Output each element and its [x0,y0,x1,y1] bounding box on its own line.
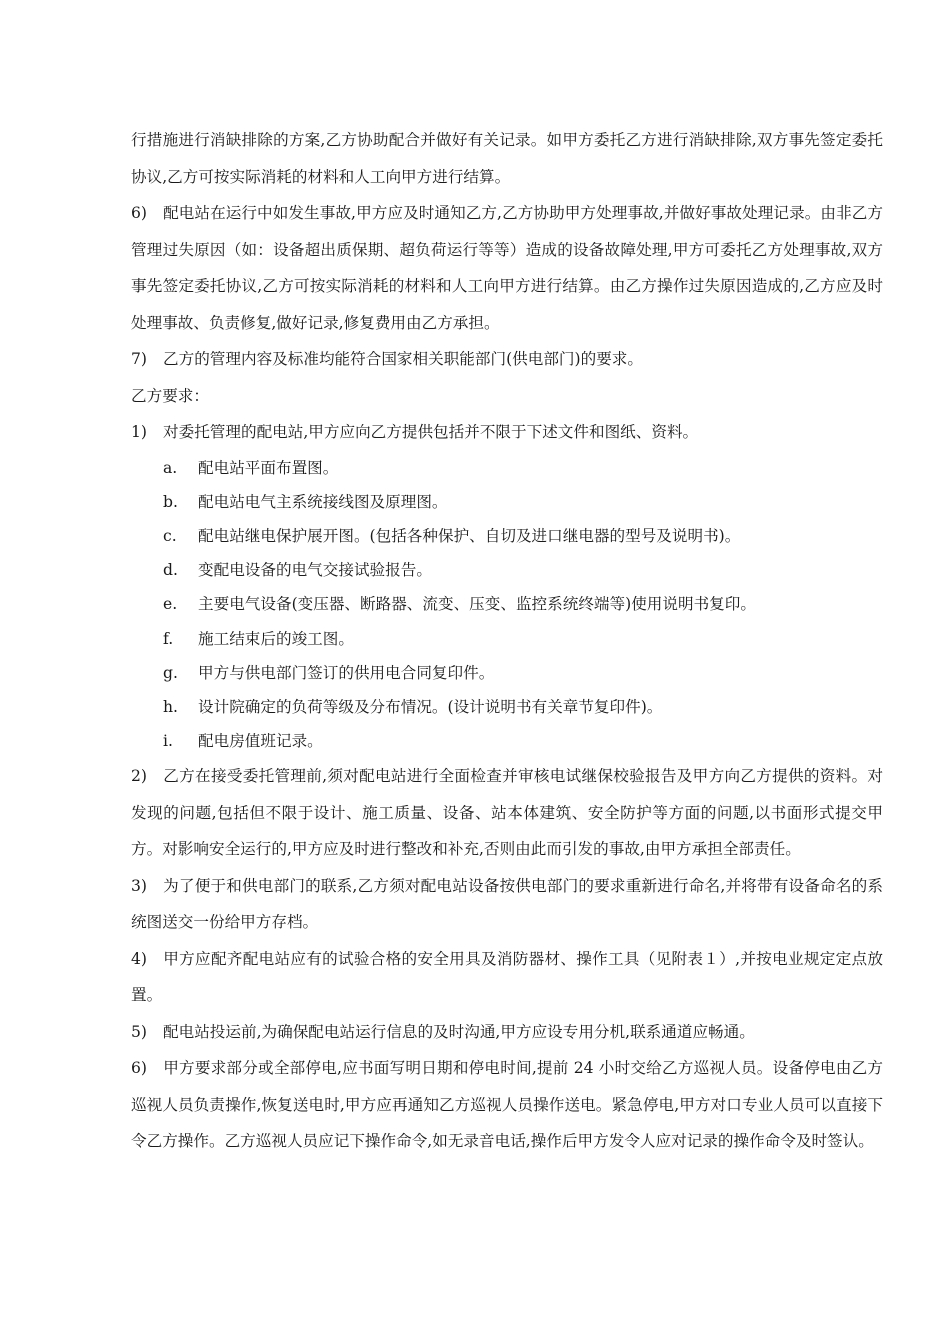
list-number: 3) [131,876,148,895]
list-number: 5) [131,1022,148,1041]
sub-item-letter: g. [163,663,178,682]
sub-item-text: 变配电设备的电气交接试验报告。 [198,561,432,580]
list-text: 配电站在运行中如发生事故,甲方应及时通知乙方,乙方协助甲方处理事故,并做好事故处理记录。由非乙方管理过失原因（如：设备超出质保期、超负荷运行等等）造成的设备故障处理,甲方可委托乙方处理事故,双方事先签定委托协议,乙方可按实际消耗的材料和人工向甲方进行结算。由乙方操作过失原因造成的,乙方应及时处理事故、负责修复,做好记录,修复费用由乙方承担。 [131,204,883,332]
sub-item-letter: c. [163,526,177,545]
sub-item-letter: i. [163,732,173,751]
list-item-3 [131,868,883,941]
sub-item-b [131,485,883,519]
sub-item-text: 配电站继电保护展开图。(包括各种保护、自切及进口继电器的型号及说明书)。 [198,526,741,545]
sub-item-e [131,587,883,621]
list-number: 1) [131,423,148,441]
list-text: 为了便于和供电部门的联系,乙方须对配电站设备按供电部门的要求重新进行命名,并将带有设备命名的系统图送交一份给甲方存档。 [131,876,883,932]
list-item-2 [131,758,883,868]
sub-item-letter: h. [163,697,178,716]
sub-item-text: 施工结束后的竣工图。 [198,629,354,648]
list-number: 2) [131,767,148,786]
sub-item-letter: e. [163,595,178,614]
list-text: 乙方在接受委托管理前,须对配电站进行全面检查并审核电试继保校验报告及甲方向乙方提供的资料。对发现的问题,包括但不限于设计、施工质量、设备、站本体建筑、安全防护等方面的问题,以书面形式提交甲方。对影响安全运行的,甲方应及时进行整改和补充,否则由此而引发的事故,由甲方承担全部责任。 [131,767,883,859]
list-item-6 [131,195,883,341]
list-text: 配电站投运前,为确保配电站运行信息的及时沟通,甲方应设专用分机,联系通道应畅通。 [163,1022,755,1041]
list-text: 甲方应配齐配电站应有的试验合格的安全用具及消防器材、操作工具（见附表１）,并按电业规定定点放置。 [131,949,883,1005]
sub-item-i [131,724,883,758]
sub-item-f [131,622,883,656]
sub-item-c [131,519,883,553]
document-body [131,122,883,1160]
list-text: 对委托管理的配电站,甲方应向乙方提供包括并不限于下述文件和图纸、资料。 [163,423,699,441]
list-item-1 [131,414,883,451]
list-item-7 [131,341,883,378]
list-number: 6) [131,1059,148,1078]
sub-item-text: 配电房值班记录。 [198,732,323,751]
sub-item-d [131,553,883,587]
intro-paragraph: 行措施进行消缺排除的方案,乙方协助配合并做好有关记录。如甲方委托乙方进行消缺排除,双方事先签定委托协议,乙方可按实际消耗的材料和人工向甲方进行结算。 [131,131,883,186]
sub-item-text: 主要电气设备(变压器、断路器、流变、压变、监控系统终端等)使用说明书复印。 [198,595,756,614]
list-item-4 [131,941,883,1014]
sub-item-text: 配电站平面布置图。 [198,458,339,477]
sub-item-text: 设计院确定的负荷等级及分布情况。(设计说明书有关章节复印件)。 [198,697,663,716]
sub-item-letter: b. [163,492,178,511]
sub-item-letter: f. [163,629,174,648]
list-text: 乙方的管理内容及标准均能符合国家相关职能部门(供电部门)的要求。 [163,350,643,368]
list-item-6b [131,1050,883,1160]
sub-item-letter: a. [163,458,178,477]
list-number: 4) [131,949,148,968]
sub-item-letter: d. [163,561,178,580]
sub-item-g [131,656,883,690]
list-item-5 [131,1014,883,1051]
sub-item-text: 甲方与供电部门签订的供用电合同复印件。 [198,663,495,682]
sub-item-text: 配电站电气主系统接线图及原理图。 [198,492,448,511]
list-number: 6) [131,204,148,222]
sub-item-h [131,690,883,724]
list-number: 7) [131,350,148,368]
list-text: 甲方要求部分或全部停电,应书面写明日期和停电时间,提前 24 小时交给乙方巡视人员。设备停电由乙方巡视人员负责操作,恢复送电时,甲方应再通知乙方巡视人员操作送电。紧急停电,甲方对口专业人员可以直接下令乙方操作。乙方巡视人员应记下操作命令,如无录音电话,操作后甲方发令人应对记录的操作命令及时签认。 [131,1059,883,1151]
section-heading: 乙方要求： [131,386,209,405]
sub-item-a [131,451,883,485]
